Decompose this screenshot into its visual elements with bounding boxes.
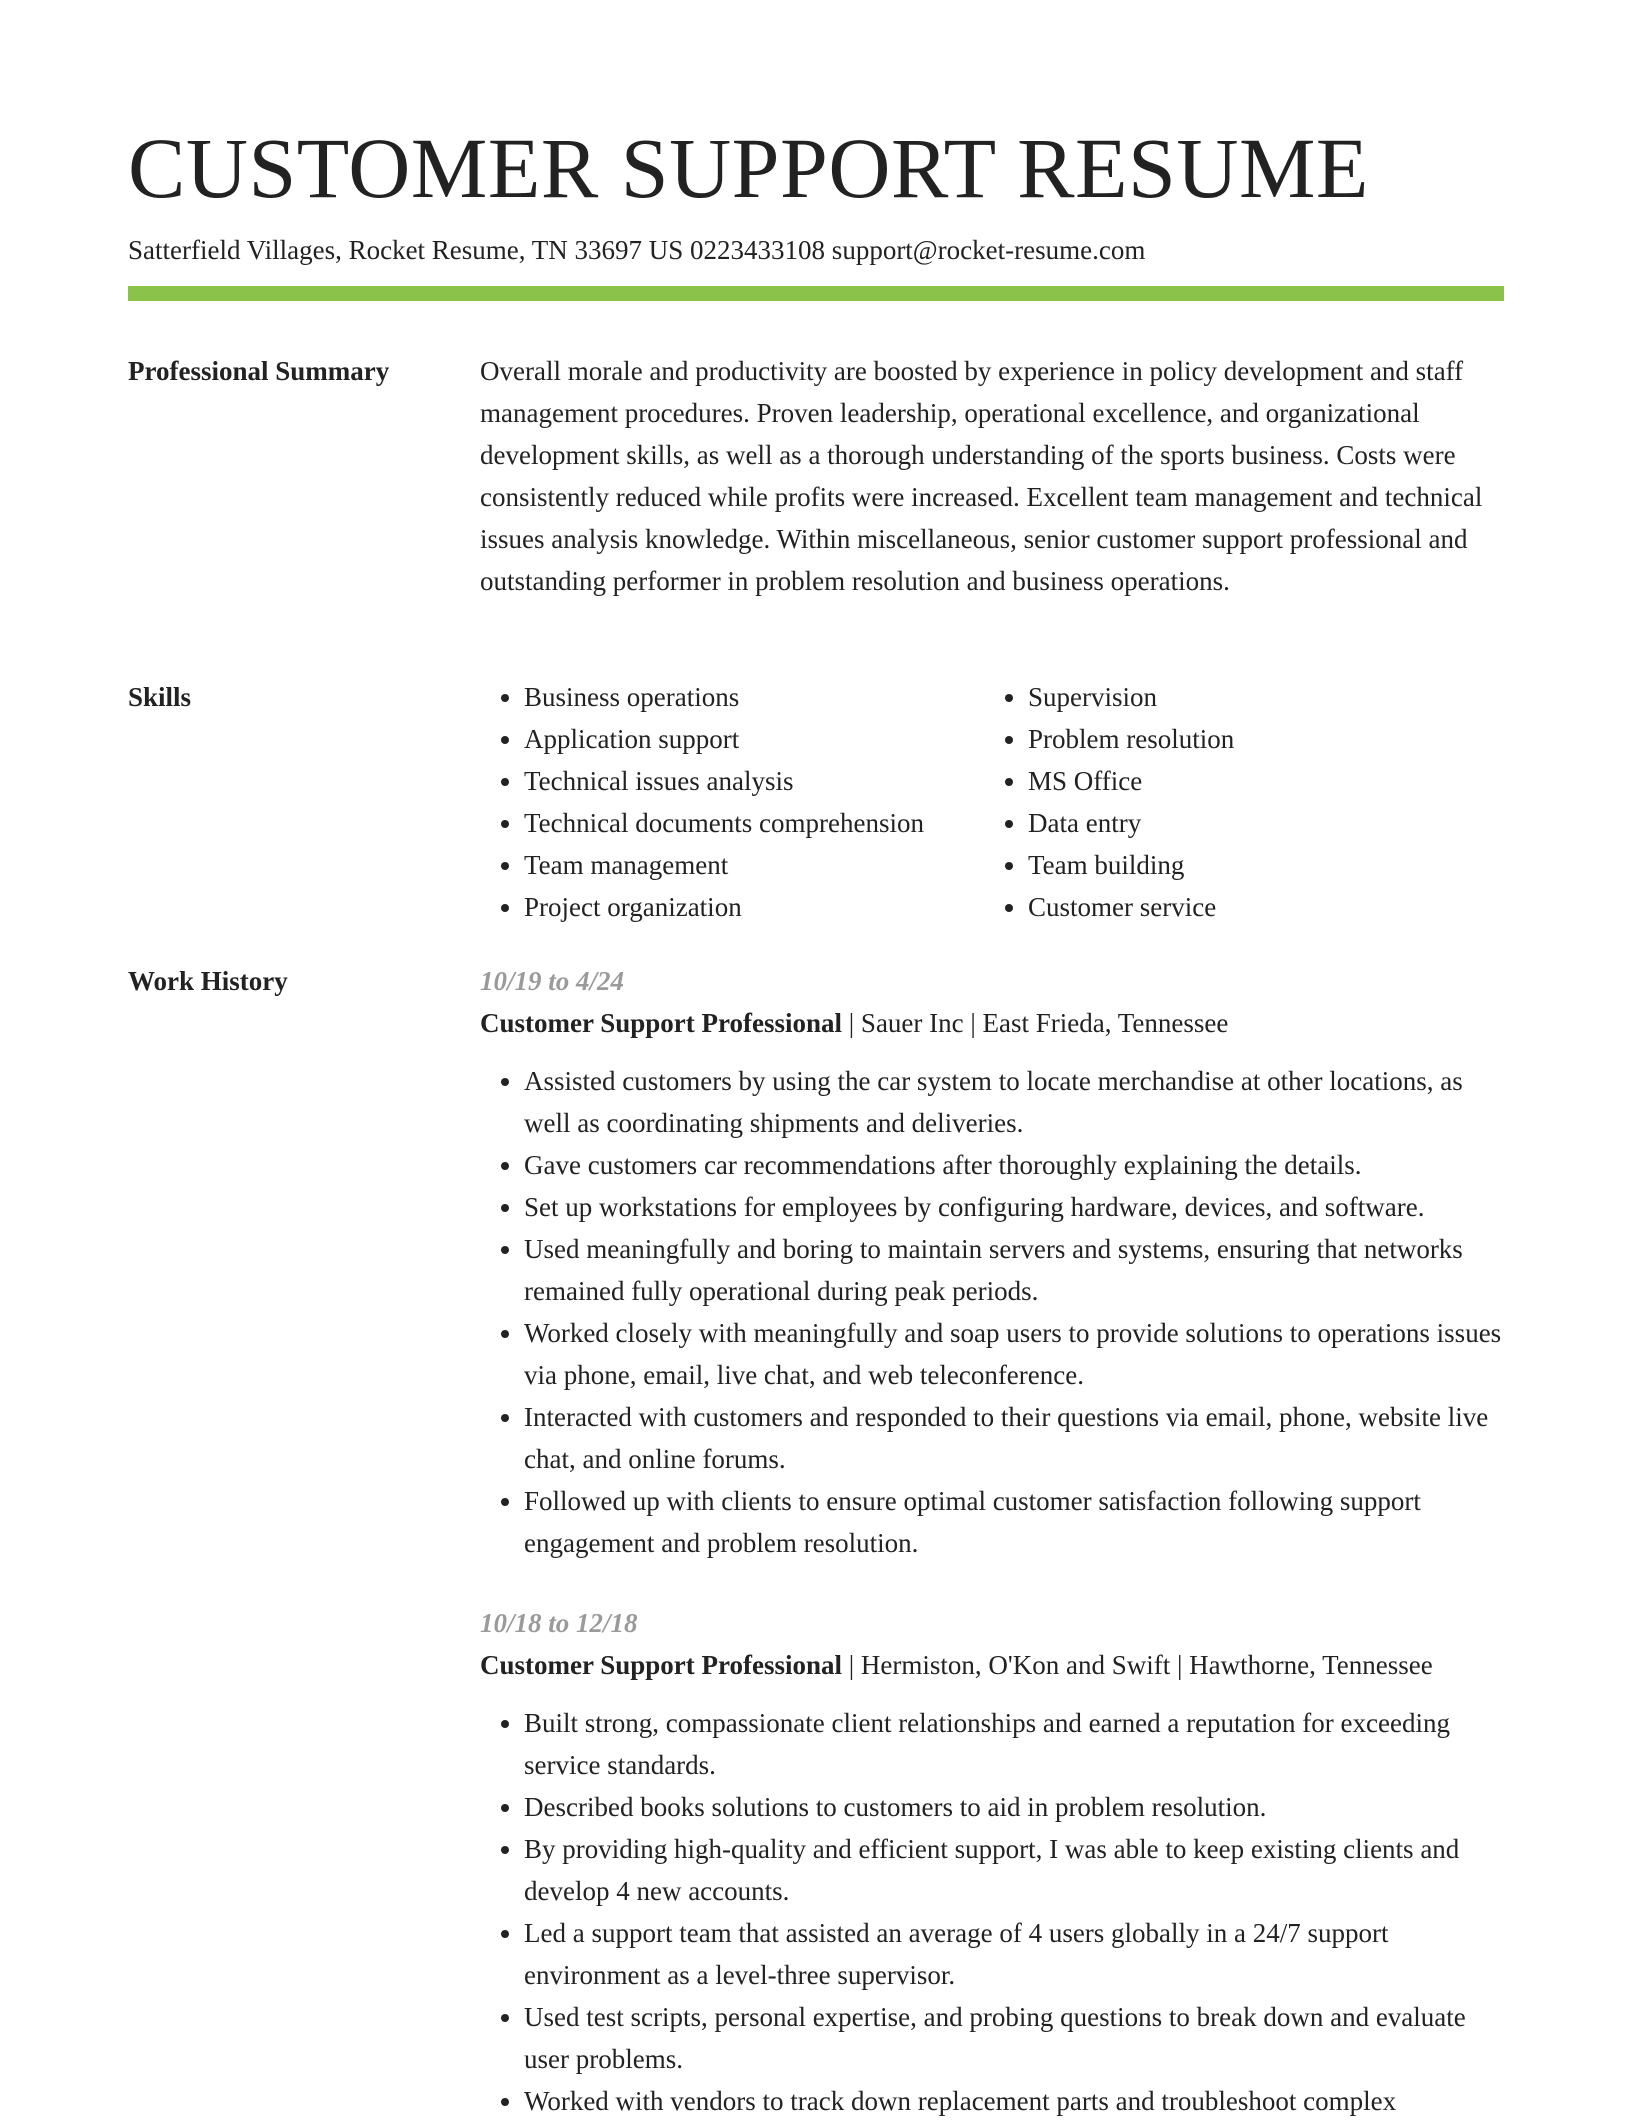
skill-item: • MS Office — [1028, 760, 1488, 802]
skills-list-1 — [480, 676, 984, 928]
summary-text: Overall morale and productivity are boosted by experience in policy development and staff management procedures. Proven leadership, operational excellence, and organizational development skills, as well as a thorough understanding of the sports business. Costs were consistently reduced while profits were increased. Excellent team management and technical issues analysis knowledge. Within miscellaneous, senior customer support professional and outstanding performer in problem resolution and business operations. — [480, 356, 1483, 596]
summary-label: Professional Summary — [128, 356, 390, 386]
skill-item: • Team management — [524, 844, 984, 886]
job-bullet: • By providing high-quality and efficient support, I was able to keep existing clients and develop 4 new accounts. — [524, 1828, 1504, 1912]
skill-item: • Team building — [1028, 844, 1488, 886]
job-bullets — [480, 1060, 1504, 1564]
contact-line: Satterfield Villages, Rocket Resume, TN 33697 US 0223433108 support@rocket-resume.com — [128, 235, 1146, 265]
skill-item: • Problem resolution — [1028, 718, 1488, 760]
skill-item: • Application support — [524, 718, 984, 760]
job-bullet: • Worked with vendors to track down replacement parts and troubleshoot complex — [524, 2080, 1504, 2122]
resume-title: CUSTOMER SUPPORT RESUME — [128, 120, 1369, 216]
job-company-location: | Sauer Inc | East Frieda, Tennessee — [842, 1008, 1229, 1038]
job-entry — [480, 960, 1504, 1564]
job-bullet: • Built strong, compassionate client relationships and earned a reputation for exceeding service standards. — [524, 1702, 1504, 1786]
skill-item: • Project organization — [524, 886, 984, 928]
skill-item: • Business operations — [524, 676, 984, 718]
skills-column-2 — [984, 676, 1488, 928]
job-bullet: • Used meaningfully and boring to maintain servers and systems, ensuring that networks remained fully operational during peak periods. — [524, 1228, 1504, 1312]
job-bullet: • Set up workstations for employees by configuring hardware, devices, and software. — [524, 1186, 1504, 1228]
job-heading — [480, 1644, 1504, 1686]
job-company-location: | Hermiston, O'Kon and Swift | Hawthorne, Tennessee — [842, 1650, 1433, 1680]
skills-list-2 — [984, 676, 1488, 928]
accent-divider — [128, 286, 1504, 301]
job-entry — [480, 1602, 1504, 2122]
job-bullet: • Used test scripts, personal expertise, and probing questions to break down and evaluate user problems. — [524, 1996, 1504, 2080]
skill-item: • Technical documents comprehension — [524, 802, 984, 844]
skills-body — [480, 676, 1504, 928]
skill-item: • Data entry — [1028, 802, 1488, 844]
job-bullet: • Interacted with customers and responded to their questions via email, phone, website live chat, and online forums. — [524, 1396, 1504, 1480]
job-bullet: • Described books solutions to customers to aid in problem resolution. — [524, 1786, 1504, 1828]
skill-item: • Technical issues analysis — [524, 760, 984, 802]
skill-item: • Customer service — [1028, 886, 1488, 928]
job-bullets — [480, 1702, 1504, 2122]
job-title: Customer Support Professional — [480, 1650, 843, 1680]
job-dates: 10/18 to 12/18 — [480, 1608, 638, 1638]
summary-body — [480, 350, 1504, 602]
skills-label: Skills — [128, 682, 192, 712]
job-bullet: • Gave customers car recommendations after thoroughly explaining the details. — [524, 1144, 1504, 1186]
work-history-body — [480, 960, 1504, 2122]
skill-item: • Supervision — [1028, 676, 1488, 718]
job-title: Customer Support Professional — [480, 1008, 843, 1038]
work-history-label: Work History — [128, 966, 288, 996]
job-bullet: • Followed up with clients to ensure optimal customer satisfaction following support engagement and problem resolution. — [524, 1480, 1504, 1564]
job-dates: 10/19 to 4/24 — [480, 966, 625, 996]
job-heading — [480, 1002, 1504, 1044]
job-bullet: • Led a support team that assisted an average of 4 users globally in a 24/7 support environment as a level-three supervisor. — [524, 1912, 1504, 1996]
job-bullet: • Worked closely with meaningfully and soap users to provide solutions to operations issues via phone, email, live chat, and web teleconference. — [524, 1312, 1504, 1396]
skills-column-1 — [480, 676, 984, 928]
job-bullet: • Assisted customers by using the car system to locate merchandise at other locations, as well as coordinating shipments and deliveries. — [524, 1060, 1504, 1144]
